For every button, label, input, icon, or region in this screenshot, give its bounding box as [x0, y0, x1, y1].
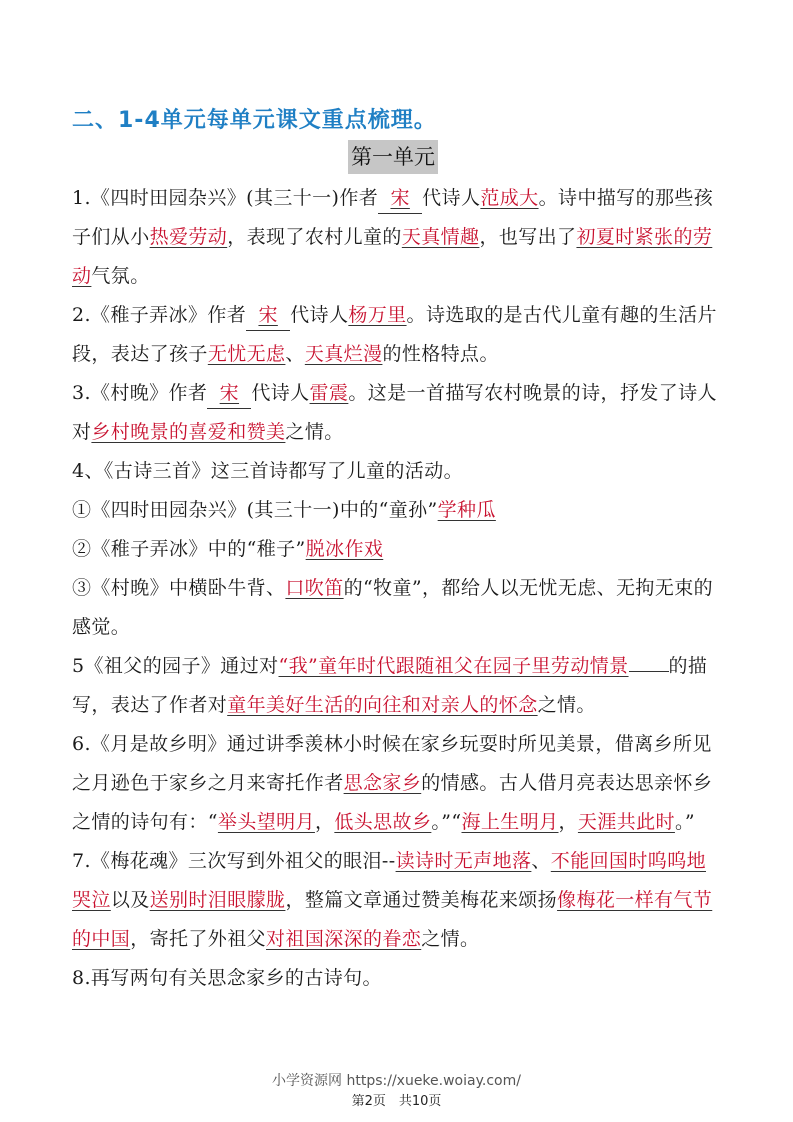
answer-blank: 像梅花一样有气节的中国 [72, 889, 713, 950]
item-text: 6.《月是故乡明》通过讲季羡林小时候在家乡玩耍时所见美景，借离乡所见之月逊色于家乡之月来寄托作者 [72, 733, 712, 794]
answer-blank: 乡村晚景的喜爱和赞美 [91, 421, 286, 443]
answer-blank: 学种瓜 [437, 499, 496, 521]
item-text: 代诗人 [251, 382, 310, 404]
answer-blank: 童年美好生活的向往和对亲人的怀念 [227, 694, 538, 716]
answer-blank: 宋 [207, 378, 251, 409]
item-text: ， [314, 811, 335, 833]
footer-site-url: 小学资源网 https://xueke.woiay.com/ [272, 1073, 521, 1089]
section-heading: 二、1-4单元每单元课文重点梳理。 [72, 108, 437, 133]
answer-blank: 初夏时紧张的劳动 [72, 226, 713, 287]
item-text: 以及 [110, 889, 150, 911]
document-body [72, 179, 724, 998]
item-text: ，整篇文章通过赞美梅花来颂扬 [285, 889, 558, 911]
item-text: 之情。 [537, 694, 596, 716]
item-text: 气氛。 [91, 265, 150, 287]
answer-blank: 举头望明月 [217, 811, 315, 833]
answer-blank: 不能回国时呜呜地哭泣 [72, 850, 706, 911]
item-text: 8.再写两句有关思念家乡的古诗句。 [72, 967, 382, 989]
answer-blank: 天真烂漫 [304, 343, 383, 365]
item-1 [72, 179, 724, 296]
item-5 [72, 647, 724, 725]
item-text: 之情。 [421, 928, 480, 950]
item-text: 。”“ [431, 811, 462, 833]
item-text: 4、《古诗三首》这三首诗都写了儿童的活动。 [72, 460, 463, 482]
item-text: 5《祖父的园子》通过对 [72, 655, 279, 677]
item-6 [72, 725, 724, 842]
answer-blank: 海上生明月 [461, 811, 559, 833]
item-text: ，也写出了 [479, 226, 577, 248]
item-text: 。诗中描写的那些孩子们从小 [72, 187, 714, 248]
item-3 [72, 374, 724, 452]
item-text: 1.《四时田园杂兴》(其三十一)作者 [72, 187, 379, 209]
answer-blank: “我”童年时代跟随祖父在园子里劳动情景 [278, 655, 629, 677]
item-text: 的“牧童”，都给人以无忧无虑、无拘无束的感觉。 [72, 577, 714, 638]
answer-blank: 无忧无虑 [207, 343, 286, 365]
answer-blank: 雷震 [309, 382, 349, 404]
item-text: 7.《梅花魂》三次写到外祖父的眼泪-- [72, 850, 396, 872]
item-text: ，寄托了外祖父 [130, 928, 267, 950]
item-text: 。诗选取的是古代儿童有趣的生活片段，表达了孩子 [72, 304, 717, 365]
item-text: 、 [285, 343, 305, 365]
item-text: ①《四时田园杂兴》(其三十一)中的“童孙” [72, 499, 438, 521]
blank-line [629, 671, 669, 672]
answer-blank: 对祖国深深的眷恋 [266, 928, 422, 950]
answer-blank: 送别时泪眼朦胧 [149, 889, 286, 911]
item-8 [72, 959, 724, 998]
answer-blank: 思念家乡 [343, 772, 422, 794]
item-4-sub-1 [72, 491, 724, 530]
item-4 [72, 452, 724, 491]
item-text: ， [558, 811, 578, 833]
item-text: 代诗人 [422, 187, 481, 209]
item-text: 代诗人 [290, 304, 349, 326]
item-text: ③《村晚》中横卧牛背、 [72, 577, 286, 599]
item-text: 。这是一首描写农村晚景的诗，抒发了诗人对 [72, 382, 717, 443]
item-4-sub-3 [72, 569, 724, 647]
answer-blank: 宋 [378, 183, 422, 214]
page-number: 第2页 共10页 [351, 1094, 442, 1109]
answer-blank: 热爱劳动 [149, 226, 228, 248]
answer-blank: 宋 [246, 300, 290, 331]
item-2 [72, 296, 724, 374]
answer-blank: 读诗时无声地落 [395, 850, 532, 872]
item-text: 的情感。古人借月亮表达思亲怀乡之情的诗句有：“ [72, 772, 713, 833]
item-text: 2.《稚子弄冰》作者 [72, 304, 247, 326]
item-text: 的性格特点。 [382, 343, 499, 365]
unit-title: 第一单元 [348, 140, 438, 174]
answer-blank: 口吹笛 [285, 577, 344, 599]
item-text: 之情。 [285, 421, 344, 443]
item-text: 、 [531, 850, 551, 872]
item-7 [72, 842, 724, 959]
answer-blank: 天真情趣 [401, 226, 480, 248]
item-text: ②《稚子弄冰》中的“稚子” [72, 538, 306, 560]
answer-blank: 低头思故乡 [334, 811, 432, 833]
item-text: 。” [674, 811, 695, 833]
answer-blank: 天涯共此时 [577, 811, 675, 833]
item-text: ，表现了农村儿童的 [227, 226, 402, 248]
item-text: 的描写，表达了作者对 [72, 655, 708, 716]
item-text: 3.《村晚》作者 [72, 382, 208, 404]
answer-blank: 范成大 [480, 187, 539, 209]
item-4-sub-2 [72, 530, 724, 569]
answer-blank: 杨万里 [348, 304, 407, 326]
answer-blank: 脱冰作戏 [305, 538, 384, 560]
